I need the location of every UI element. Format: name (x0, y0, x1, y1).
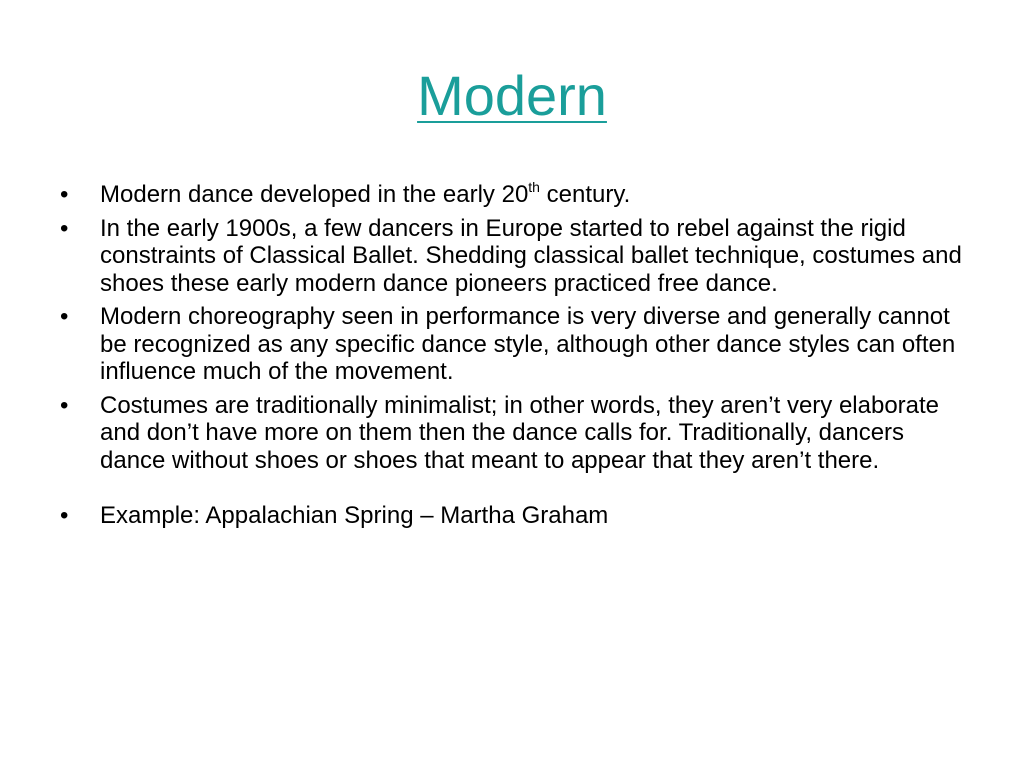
bullet-text-1 (100, 181, 630, 208)
bullet-item-4 (58, 392, 968, 475)
bullet-text-2: In the early 1900s, a few dancers in Europe started to rebel against the rigid constraints of Classical Ballet. Shedding classical ballet technique, costumes and shoes these early modern dance pioneers practiced free dance. (100, 214, 962, 297)
bullet-text-3: Modern choreography seen in performance is very diverse and generally cannot be recognized as any specific dance style, although other dance styles can often influence much of the movement. (100, 303, 956, 385)
bullet-icon: • (60, 214, 69, 242)
bullet-item-5 (58, 502, 968, 530)
bullet-text-4: Costumes are traditionally minimalist; in other words, they aren’t very elaborate and don’t have more on them then the dance calls for. Traditionally, dancers dance without shoes or shoes that meant to appear that they aren’t there. (100, 391, 940, 474)
bullet-icon: • (60, 502, 69, 529)
bullet-text-1-end: century. (539, 181, 631, 208)
bullet-item-1 (58, 181, 968, 209)
bullet-text-1-main: Modern dance developed in the early 20 (100, 181, 529, 208)
bullet-text-5: Example: Appalachian Spring – Martha Graham (100, 502, 609, 529)
bullet-item-3 (58, 303, 968, 386)
bullet-text-1-superscript: th (528, 179, 540, 195)
bullet-icon: • (60, 303, 69, 330)
bullet-icon: • (60, 181, 69, 208)
slide-title (0, 62, 1024, 130)
bullet-icon: • (60, 391, 69, 419)
title-link[interactable]: Modern (417, 64, 607, 127)
bullet-list (58, 181, 968, 536)
bullet-item-2 (58, 215, 968, 298)
